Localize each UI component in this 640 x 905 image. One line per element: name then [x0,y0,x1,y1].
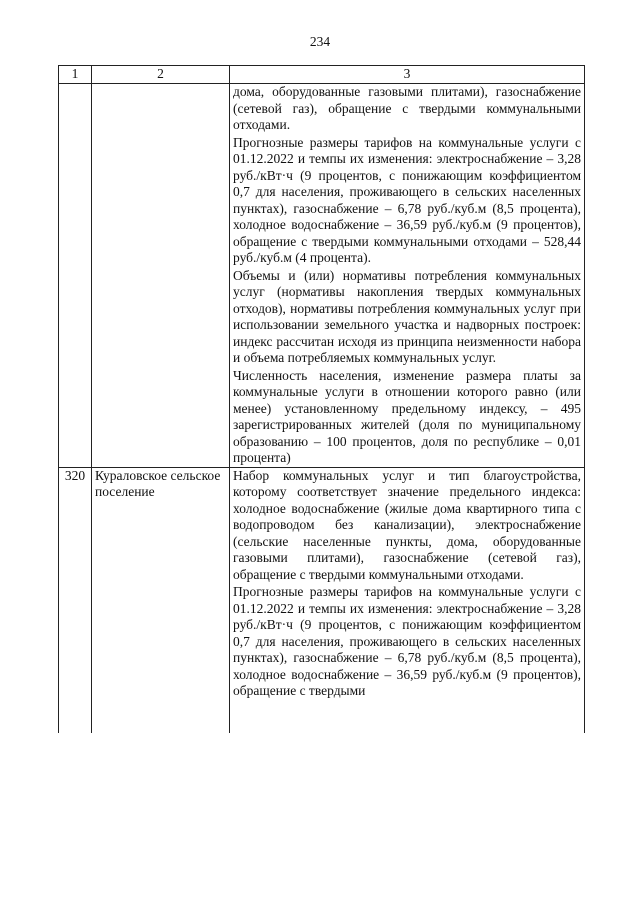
description-clip [233,468,581,732]
municipality-name [92,84,230,468]
row-number: 320 [59,467,92,733]
description-paragraph: Прогнозные размеры тарифов на коммунальные услуги с 01.12.2022 и темпы их изменения: электроснабжение – 3,28 руб./кВт·ч (9 процентов, с понижающим коэффициентом 0,7 для населения, проживающего в сельских населенных пунктах), газоснабжение – 6,78 руб./куб.м (8,5 процента), холодное водоснабжение – 36,59 руб./куб.м (9 процентов), обращение с твердыми [233,584,581,698]
description-paragraph: Объемы и (или) нормативы потребления коммунальных услуг (нормативы накопления твердых коммунальных отходов), нормативы потребления коммунальных услуг при использовании земельного участка и надворных построек: индекс рассчитан исходя из принципа неизменности набора и объема потребляемых коммунальных услуг. [233,267,581,365]
row-number [59,84,92,468]
row-description [230,84,585,468]
column-header: 2 [92,66,230,84]
row-description [230,467,585,733]
municipality-name: Кураловское сельское поселение [92,467,230,733]
description-paragraph: Численность населения, изменение размера платы за коммунальные услуги в отношении которого равно (или менее) установленному предельному индексу, – 495 зарегистрированных жителей (доля по муниципальному образованию – 100 процентов, доля по республике – 0,01 процента) [233,367,581,465]
description-paragraph: Набор коммунальных услуг и тип благоустройства, которому соответствует значение предельного индекса: холодное водоснабжение (жилые дома квартирного типа с водопроводом без канализации), электроснабжение (сельские населенные пункты, дома, оборудованные газовыми плитами), газоснабжение (сетевой газ), обращение с твердыми коммунальными отходами. [233,467,581,582]
table-header-row [59,66,585,84]
tariff-table [58,65,585,733]
description-paragraph: дома, оборудованные газовыми плитами), газоснабжение (сетевой газ), обращение с твердыми коммунальными отходами. [233,84,581,132]
table-row [59,467,585,733]
column-header: 3 [230,66,585,84]
table-row [59,84,585,468]
description-paragraph: Прогнозные размеры тарифов на коммунальные услуги с 01.12.2022 и темпы их изменения: электроснабжение – 3,28 руб./кВт·ч (9 процентов, с понижающим коэффициентом 0,7 для населения, проживающего в сельских населенных пунктах), газоснабжение – 6,78 руб./куб.м (8,5 процента), холодное водоснабжение – 36,59 руб./куб.м (9 процентов), обращение с твердыми коммунальными отходами – 528,44 руб./куб.м (4 процента). [233,134,581,265]
column-header: 1 [59,66,92,84]
page-number: 234 [309,34,331,49]
